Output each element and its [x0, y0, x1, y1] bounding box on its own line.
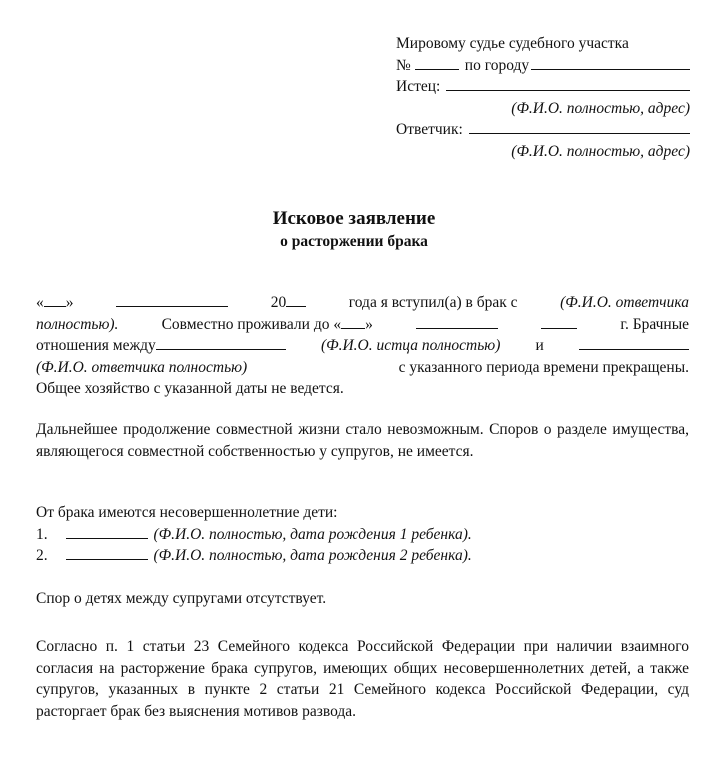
document-subtitle: о расторжении брака	[280, 233, 428, 250]
legal-basis-paragraph: Согласно п. 1 статьи 23 Семейного кодекса Российской Федерации при наличии взаимного согласия на расторжение брака супругов, имеющих общих несовершеннолетних детей, а также супругов, указанных в пункте 2 статьи 21 Семейного кодекса Российской Федерации, суд расторгает брак без выяснения мотивов развода.	[36, 638, 689, 720]
plaintiff-label: Истец:	[396, 78, 441, 95]
marriage-paragraph	[36, 292, 689, 400]
child-1-name-blank[interactable]	[66, 524, 148, 539]
child-number: 1.	[36, 525, 48, 543]
plaintiff-blank[interactable]	[446, 76, 690, 91]
plaintiff-hint: (Ф.И.О. полностью, адрес)	[511, 99, 690, 117]
quote-close: »	[65, 294, 74, 311]
child-2-name-blank[interactable]	[66, 545, 148, 560]
child-number: 2.	[36, 547, 48, 565]
court-number-blank[interactable]	[415, 55, 459, 70]
defendant-line	[396, 119, 690, 141]
child-1-hint: (Ф.И.О. полностью, дата рождения 1 ребенка).	[153, 525, 472, 543]
court-city-blank[interactable]	[531, 55, 690, 70]
marital-relations-text: г. Брачные	[620, 315, 689, 333]
court-line	[396, 55, 690, 77]
quote-open: «	[36, 294, 44, 311]
year-prefix: 20	[270, 294, 287, 311]
child-item-2	[36, 545, 689, 567]
marriage-line-4	[36, 357, 689, 379]
quote-close-2: »	[365, 315, 373, 333]
defendant-label: Ответчик:	[396, 121, 463, 138]
addressee-block	[396, 33, 690, 162]
no-dispute-paragraph: Спор о детях между супругами отсутствует.	[36, 590, 327, 607]
document-title-block	[0, 207, 708, 253]
plaintiff-name-blank[interactable]	[156, 335, 286, 350]
marriage-day-blank[interactable]	[44, 292, 66, 307]
conjunction-and: и	[535, 337, 544, 355]
relations-ended-text: с указанного периода времени прекращены.	[398, 358, 689, 376]
marriage-month-blank[interactable]	[116, 292, 228, 307]
defendant-name-hint-start: (Ф.И.О. ответчика	[560, 294, 689, 311]
defendant-full-name-hint: (Ф.И.О. ответчика полностью)	[36, 358, 248, 376]
relations-between-text: отношения между	[36, 337, 156, 355]
marriage-statement: года я вступил(а) в брак с	[348, 294, 518, 311]
court-number-prefix: №	[396, 56, 411, 74]
marriage-line-5: Общее хозяйство с указанной даты не ведется.	[36, 380, 344, 398]
defendant-hint: (Ф.И.О. полностью, адрес)	[511, 142, 690, 160]
plaintiff-line	[396, 76, 690, 98]
children-list	[36, 502, 689, 567]
marriage-line-1	[36, 292, 689, 314]
child-item-1	[36, 524, 689, 546]
marriage-line-2	[36, 314, 689, 336]
cohabitation-day-blank[interactable]	[341, 314, 365, 329]
defendant-name-hint-end: полностью).	[36, 315, 119, 333]
defendant-name-blank[interactable]	[579, 335, 689, 350]
addressee-line	[396, 33, 690, 55]
plaintiff-name-hint: (Ф.И.О. истца полностью)	[320, 337, 501, 355]
cohabitation-month-blank[interactable]	[416, 314, 498, 329]
cohabitation-year-blank[interactable]	[541, 314, 577, 329]
defendant-blank[interactable]	[469, 119, 690, 134]
addressee-text: Мировому судье судебного участка	[396, 35, 629, 52]
children-intro: От брака имеются несовершеннолетние дети:	[36, 504, 338, 521]
cohabitation-text: Совместно проживали до «	[161, 315, 342, 333]
cohabitation-impossible-paragraph: Дальнейшее продолжение совместной жизни стало невозможным. Споров о разделе имущества, являющегося совместной собственностью у супругов, не имеется.	[36, 421, 689, 460]
marriage-line-3	[36, 335, 689, 357]
child-2-hint: (Ф.И.О. полностью, дата рождения 2 ребенка).	[153, 547, 472, 565]
document-title: Исковое заявление	[272, 208, 436, 229]
marriage-year-blank[interactable]	[286, 292, 306, 307]
court-city-prefix: по городу	[464, 56, 530, 74]
